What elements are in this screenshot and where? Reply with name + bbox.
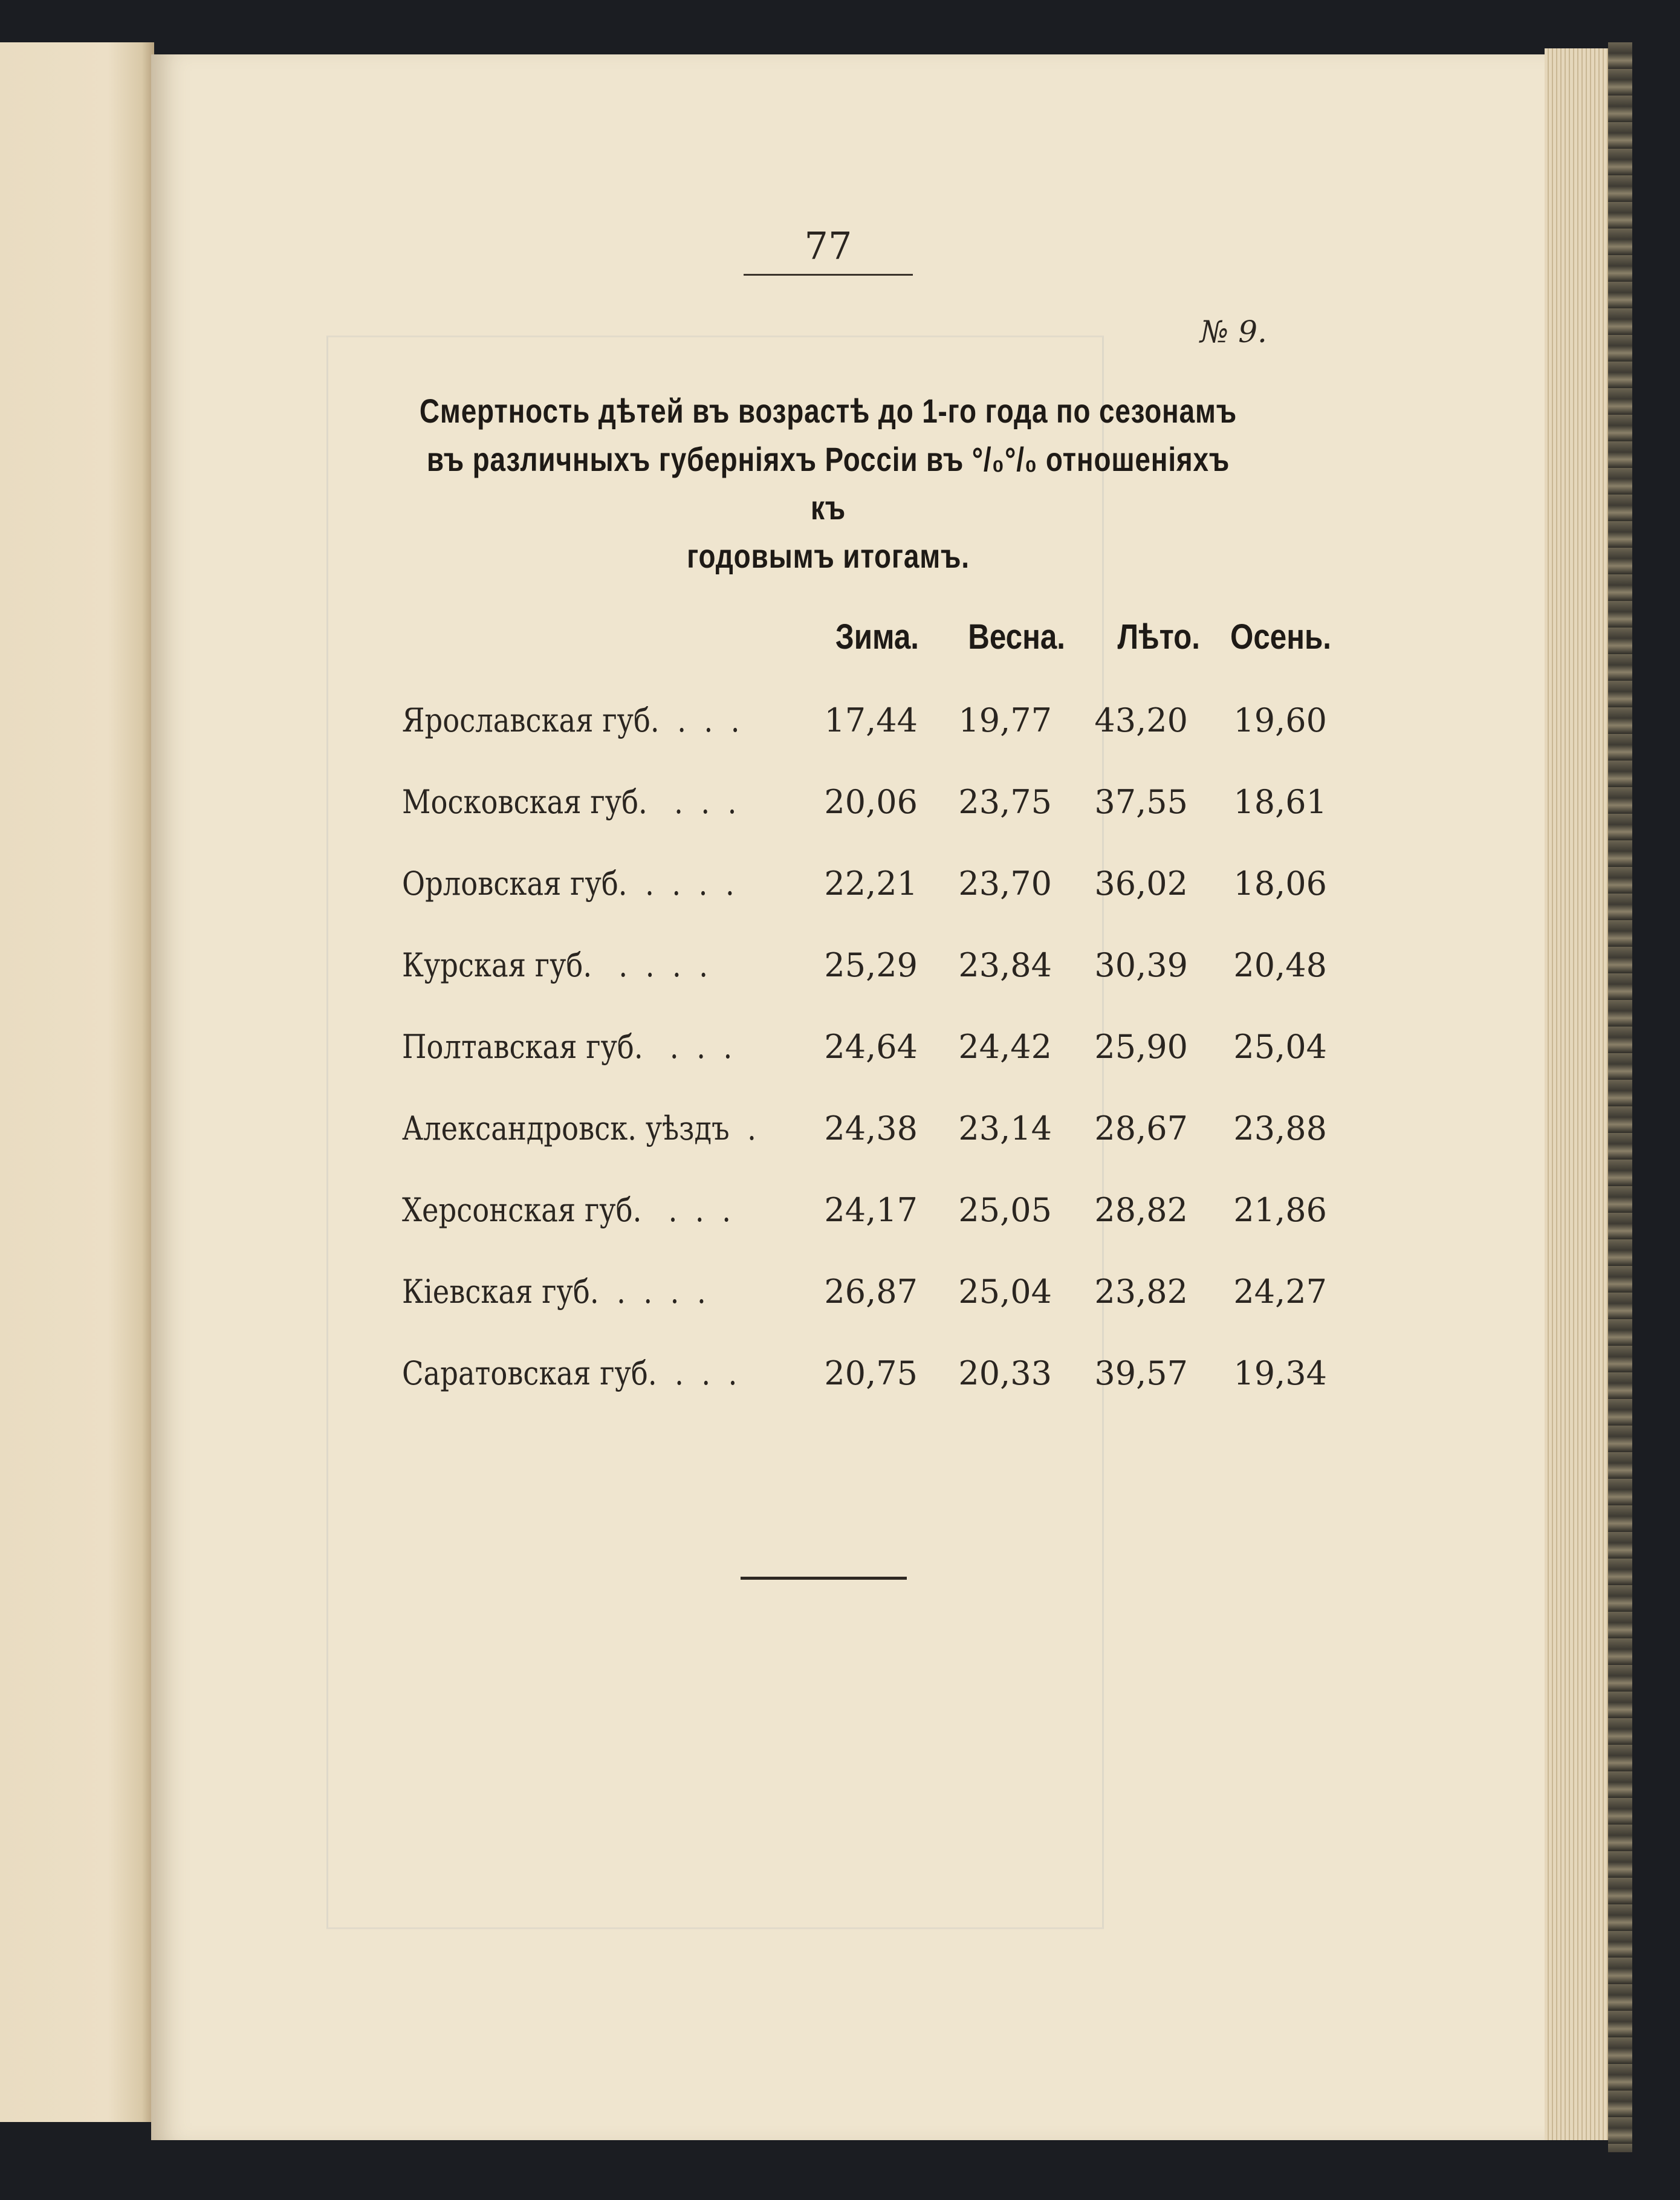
end-rule — [741, 1577, 907, 1580]
table-title — [407, 387, 1250, 580]
table-row — [402, 701, 1345, 744]
value-cell: 36,02 — [1094, 865, 1188, 903]
value-cell: 28,67 — [1094, 1109, 1188, 1147]
value-cell: 19,77 — [958, 701, 1052, 739]
value-cell: 28,82 — [1094, 1191, 1188, 1229]
region-name: Саратовская губ. . . . — [402, 1354, 738, 1392]
region-name: Александровск. уѣздъ . — [402, 1109, 756, 1147]
value-cell: 20,48 — [1233, 946, 1327, 984]
value-cell: 24,64 — [824, 1028, 918, 1066]
value-cell: 20,75 — [824, 1354, 918, 1392]
value-cell: 20,33 — [958, 1354, 1052, 1392]
value-cell: 37,55 — [1094, 783, 1188, 821]
value-cell: 43,20 — [1094, 701, 1188, 739]
page-number-rule — [744, 274, 913, 276]
value-cell: 19,60 — [1233, 701, 1327, 739]
table-row — [402, 865, 1345, 907]
table-row — [402, 1109, 1345, 1152]
title-line: годовымъ итогамъ. — [687, 537, 970, 575]
value-cell: 24,38 — [824, 1109, 918, 1147]
region-name: Московская губ. . . . — [402, 783, 737, 821]
column-header-spring: Весна. — [968, 617, 1065, 657]
value-cell: 19,34 — [1233, 1354, 1327, 1392]
value-cell: 22,21 — [824, 865, 918, 903]
value-cell: 24,17 — [824, 1191, 918, 1229]
region-name: Кіевская губ. . . . . — [402, 1273, 706, 1311]
table-row — [402, 1028, 1345, 1070]
value-cell: 17,44 — [824, 701, 918, 739]
value-cell: 23,75 — [958, 783, 1052, 821]
value-cell: 23,88 — [1233, 1109, 1327, 1147]
value-cell: 24,27 — [1233, 1273, 1327, 1311]
table-number: № 9. — [1200, 314, 1267, 349]
value-cell: 23,84 — [958, 946, 1052, 984]
value-cell: 20,06 — [824, 783, 918, 821]
value-cell: 39,57 — [1094, 1354, 1188, 1392]
table-row — [402, 1273, 1345, 1315]
left-facing-page — [0, 42, 154, 2122]
book-page — [151, 54, 1554, 2140]
region-name: Полтавская губ. . . . — [402, 1028, 733, 1066]
region-name: Курская губ. . . . . — [402, 946, 709, 984]
value-cell: 18,06 — [1233, 865, 1327, 903]
region-name: Херсонская губ. . . . — [402, 1191, 731, 1229]
value-cell: 24,42 — [958, 1028, 1052, 1066]
value-cell: 25,29 — [824, 946, 918, 984]
book-cover-edge — [1608, 42, 1632, 2152]
value-cell: 30,39 — [1094, 946, 1188, 984]
value-cell: 18,61 — [1233, 783, 1327, 821]
value-cell: 25,90 — [1094, 1028, 1188, 1066]
value-cell: 26,87 — [824, 1273, 918, 1311]
table-row — [402, 1354, 1345, 1397]
column-header-winter: Зима. — [835, 617, 919, 657]
value-cell: 25,04 — [958, 1273, 1052, 1311]
region-name: Ярославская губ. . . . — [402, 701, 740, 739]
value-cell: 25,04 — [1233, 1028, 1327, 1066]
title-line: Смертность дѣтей въ возрастѣ до 1-го года по сезонамъ — [419, 392, 1237, 430]
value-cell: 21,86 — [1233, 1191, 1327, 1229]
page-edges — [1545, 48, 1617, 2140]
value-cell: 23,70 — [958, 865, 1052, 903]
value-cell: 25,05 — [958, 1191, 1052, 1229]
table-row — [402, 783, 1345, 825]
title-line: въ различныхъ губерніяхъ Россіи въ °/₀°/₀ отношеніяхъ къ — [426, 440, 1230, 527]
table-row — [402, 1191, 1345, 1233]
region-name: Орловская губ. . . . . — [402, 865, 735, 903]
value-cell: 23,82 — [1094, 1273, 1188, 1311]
table-row — [402, 946, 1345, 988]
value-cell: 23,14 — [958, 1109, 1052, 1147]
column-header-autumn: Осень. — [1230, 617, 1331, 657]
page-number: 77 — [804, 224, 852, 268]
column-header-summer: Лѣто. — [1117, 617, 1200, 657]
